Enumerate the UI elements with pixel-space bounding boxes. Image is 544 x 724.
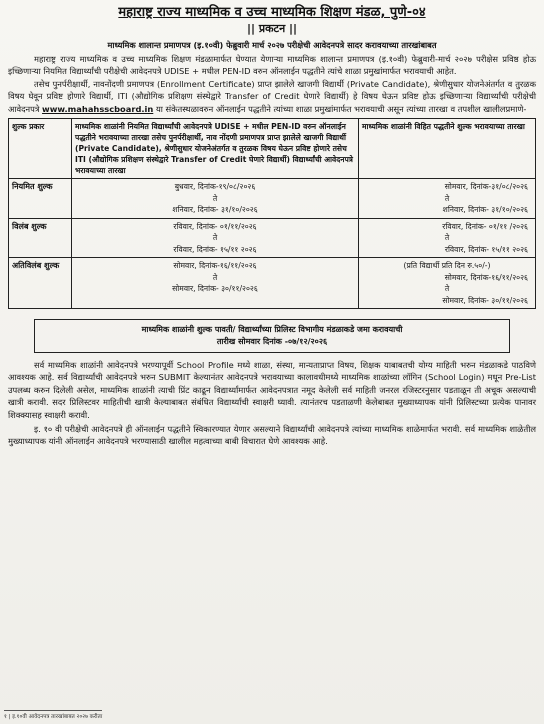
application-date-range bbox=[72, 218, 359, 258]
board-title: महाराष्ट्र राज्य माध्यमिक व उच्च माध्यमिक शिक्षण मंडळ, पुणे-०४ bbox=[118, 5, 426, 20]
payment-date-range bbox=[359, 258, 536, 309]
date-from: रविवार, दिनांक- ०१/११ /२०२६ bbox=[442, 221, 528, 231]
row-label: विलंब शुल्क bbox=[9, 218, 72, 258]
header-fee-payment-dates: माध्यमिक शाळांनी विहित पद्धतीने शुल्क भरावयाच्या तारखा bbox=[359, 119, 536, 179]
page-footer: १ | इ.१०वी आवेदनपत्र तारखांबाबत २०२७ करीता bbox=[4, 710, 102, 720]
late-fee-note: (प्रति विद्यार्थी प्रति दिन रु.५०/-) bbox=[403, 261, 491, 271]
row-label: नियमित शुल्क bbox=[9, 179, 72, 219]
date-from: बुधवार, दिनांक-१९/०८/२०२६ bbox=[174, 182, 256, 192]
body-paragraph-2: इ. १० वी परीक्षेची आवेदनपत्रे ही ऑनलाईन पद्धतीने स्विकारण्यात येणार असल्याने विद्यार्थ्यांची आवेदनपत्रे त्यांच्या माध्यमिक शाळेमार्फत भरावी. सर्व माध्यमिक शाळेतील मुख्याध्यापक यांनी ऑनलाईन आवेदनपत्रे भरण्यासाठी खालील महत्वाच्या बाबी विचारात घेणे आवश्यक आहे. bbox=[8, 424, 536, 447]
date-to-word: ते bbox=[212, 193, 218, 203]
table-row bbox=[9, 258, 536, 309]
date-end: शनिवार, दिनांक- ३१/१०/२०२६ bbox=[442, 205, 528, 215]
intro-paragraph-1: महाराष्ट्र राज्य माध्यमिक व उच्च माध्यमिक शिक्षण मंडळामार्फत घेण्यात येणाऱ्या माध्यमिक शालान्त प्रमाणपत्र (इ.१०वी) फेब्रुवारी-मार्च २०२७ परीक्षेस प्रविष्ठ होऊ इच्छिणाऱ्या नियमित विद्यार्थ्यांची परीक्षेची आवेदनपत्रे UDISE + मधील PEN-ID वरुन ऑनलाईन पद्धतीने त्यांचे शाळा प्रमुखांमार्फत भरावयाची आहेत. bbox=[8, 54, 536, 77]
header-fee-type: शुल्क प्रकार bbox=[9, 119, 72, 179]
date-to-word: ते bbox=[444, 284, 450, 294]
date-end: रविवार, दिनांक- १५/११ २०२६ bbox=[444, 244, 528, 254]
date-from: रविवार, दिनांक- ०१/११/२०२६ bbox=[173, 221, 257, 231]
date-end: सोमवार, दिनांक- ३०/११/२०२६ bbox=[442, 295, 528, 305]
submission-deadline-box bbox=[34, 319, 510, 353]
date-end: रविवार, दिनांक- १५/११ २०२६ bbox=[173, 244, 257, 254]
intro-paragraph-2-text: तसेच पुनर्परीक्षार्थी, नावनोंदणी प्रमाणपत्र (Enrollment Certificate) प्राप्त झालेले खाजगी विद्यार्थी (Private Candidate), श्रेणीसुधार योजनेअंतर्गत व तुरळक विषय घेवून प्रविष्ट होणारे विद्यार्थी, ITI (औद्योगिक प्रशिक्षण संस्थेद्वारे Transfer of Credit घेणारे विद्यार्थी) हे विषय घेऊन प्रविष्ट होऊ इच्छिणाऱ्या विद्यार्थ्यांची परीक्षेची आवेदनपत्रे bbox=[8, 78, 536, 114]
date-from: सोमवार, दिनांक-३१/०८/२०२६ bbox=[444, 182, 528, 192]
notice-heading: || प्रकटन || bbox=[246, 22, 298, 35]
table-row bbox=[9, 218, 536, 258]
table-row bbox=[9, 179, 536, 219]
subject-line: माध्यमिक शालान्त प्रमाणपत्र (इ.१०वी) फेब्रुवारी मार्च २०२७ परीक्षेची आवेदनपत्रे सादर करावयाच्या तारखांबाबत bbox=[107, 40, 437, 50]
header-application-dates: माध्यमिक शाळांनी नियमित विद्यार्थ्यांची आवेदनपत्रे UDISE + मधील PEN-ID वरुन ऑनलाईन पद्धतीने भरावयाच्या तारखा तसेच पुनर्परीक्षार्थी, नाव नोंदणी प्रमाणपत्र प्राप्त झालेले खाजगी विद्यार्थी (Private Candidate), श्रेणीसुधार योजनेअंतर्गत व तुरळक विषय घेऊन प्रविष्ट होणारे तसेच ITI (औद्योगिक प्रशिक्षण संस्थेद्वारे Transfer of Credit घेणारे विद्यार्थी) विद्यार्थ्यांची आवेदनपत्रे भरावयाच्या तारखा bbox=[72, 119, 359, 179]
date-to-word: ते bbox=[212, 272, 218, 282]
payment-date-range bbox=[359, 179, 536, 219]
intro-paragraph-2-tail: या संकेतस्थळावरुन ऑनलाईन पद्धतीने त्यांच्या शाळा प्रमुखांमार्फत भरावयाची असून त्यांच्या तारखा व तपशील खालीलप्रमाणे- bbox=[155, 103, 527, 114]
fee-schedule-table bbox=[8, 118, 536, 309]
website-link[interactable]: www.mahahsscboard.in bbox=[42, 103, 154, 114]
table-header-row bbox=[9, 119, 536, 179]
date-to-word: ते bbox=[444, 193, 450, 203]
payment-date-range bbox=[359, 218, 536, 258]
intro-paragraph-2 bbox=[8, 78, 536, 115]
deadline-line-1: माध्यमिक शाळांनी शुल्क पावती/ विद्यार्थ्यांच्या प्रिलिस्ट विभागीय मंडळाकडे जमा करावयाची bbox=[141, 325, 403, 335]
date-to-word: ते bbox=[444, 233, 450, 243]
application-date-range bbox=[72, 179, 359, 219]
application-date-range bbox=[72, 258, 359, 309]
row-label: अतिविलंब शुल्क bbox=[9, 258, 72, 309]
date-from: सोमवार, दिनांक-१६/११/२०२६ bbox=[444, 272, 528, 282]
date-from: सोमवार, दिनांक-१६/११/२०२६ bbox=[173, 261, 257, 271]
date-end: शनिवार, दिनांक- ३१/१०/२०२६ bbox=[172, 205, 258, 215]
date-end: सोमवार, दिनांक- ३०/११/२०२६ bbox=[172, 284, 258, 294]
deadline-line-2: तारीख सोमवार दिनांक -०७/१२/२०२६ bbox=[216, 337, 328, 347]
date-to-word: ते bbox=[212, 233, 218, 243]
body-paragraph-1: सर्व माध्यमिक शाळांनी आवेदनपत्रे भरण्यापूर्वी School Profile मध्ये शाळा, संस्था, मान्यताप्राप्त विषय, शिक्षक याबाबतची योग्य माहिती भरुन मंडळाकडे पाठविणे आवश्यक आहे. सर्व विद्यार्थ्यांची आवेदनपत्रे भरुन SUBMIT केल्यानंतर आवेदनपत्रे भरावयाच्या कालावधीमध्ये माध्यमिक शाळांच्या लॉगिन (School Login) मधून Pre-List उपलब्ध करुन दिलेली असेल, माध्यमिक शाळांनी त्याची प्रिंट काढून विद्यार्थ्यांमार्फत आवेदनपत्रात नमूद केलेली सर्व माहिती जनरल रजिस्टरनुसार पडताळून ती अचूक असल्याची खात्री करावी. सदर प्रिलिस्टवर माहितीची खात्री केल्याबाबत संबंधित विद्यार्थ्यांची स्वाक्षरी घ्यावी. त्यानंतरच पडताळणी केलेबाबत मुख्याध्यापक यांनी प्रिलिस्टच्या प्रत्येक पानावर शिक्क्यासह स्वाक्षरी करावी. bbox=[8, 360, 536, 420]
